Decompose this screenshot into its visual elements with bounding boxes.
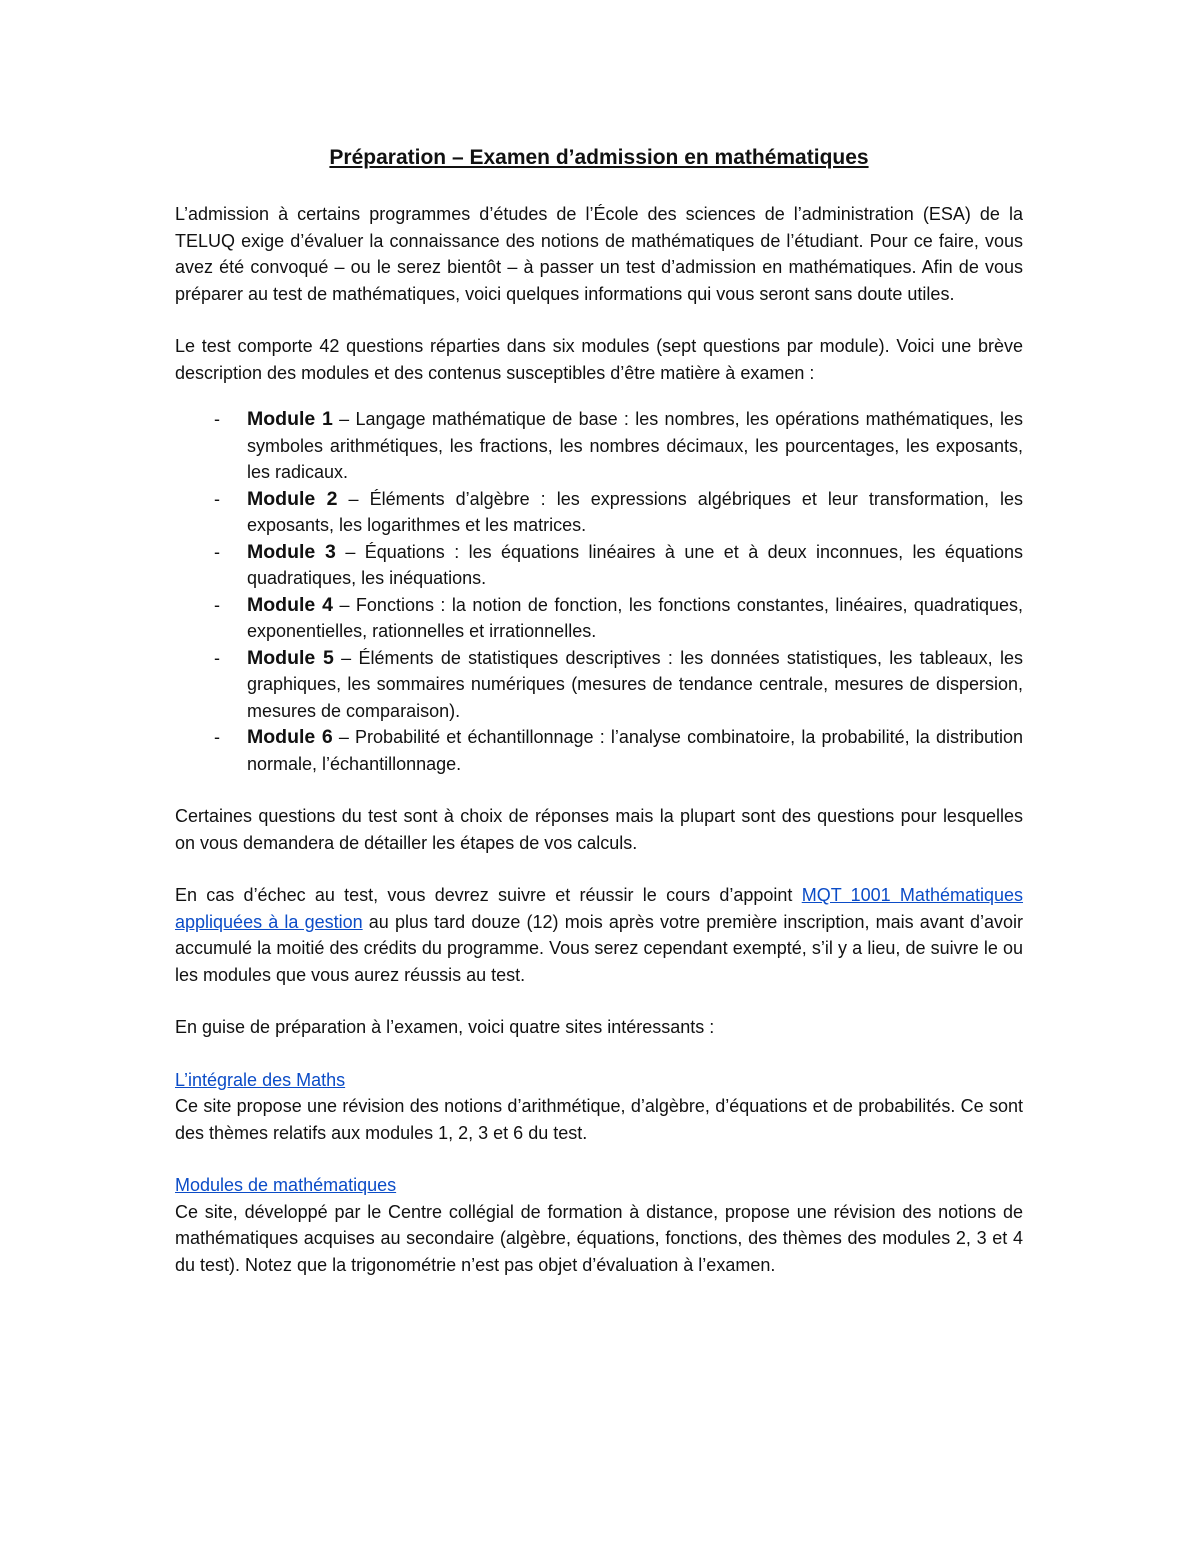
failure-text-before: En cas d’échec au test, vous devrez suivre et réussir le cours d’appoint (175, 885, 802, 905)
list-dash: - (214, 541, 220, 562)
intro-paragraph: L’admission à certains programmes d’études de l’École des sciences de l’administration (ESA) de la TELUQ exige d’évaluer la connaissance des notions de mathématiques de l’étudiant. Pour ce faire, vous avez été convoqué – ou le serez bientôt – à passer un test d’admission en mathématiques. Afin de vous préparer au test de mathématiques, voici quelques informations qui vous seront sans doute utiles. (175, 204, 1023, 304)
module-description: – Fonctions : la notion de fonction, les fonctions constantes, linéaires, quadratiques, exponentielles, rationnelles et irrationnelles. (247, 594, 1023, 641)
site-entry (175, 1172, 1023, 1278)
list-item (214, 406, 1023, 486)
module-name: Module 3 (247, 540, 336, 563)
list-item (214, 592, 1023, 645)
module-name: Module 1 (247, 408, 333, 430)
module-name: Module 5 (247, 646, 334, 669)
module-name: Module 4 (247, 593, 333, 616)
modules-de-mathematiques-link[interactable]: Modules de mathématiques (175, 1175, 397, 1195)
page-title: Préparation – Examen d’admission en mathématiques (329, 146, 869, 169)
list-dash: - (214, 594, 220, 615)
list-dash: - (214, 488, 220, 509)
list-item (214, 645, 1023, 725)
modules-list (175, 406, 1023, 777)
questions-note-paragraph: Certaines questions du test sont à choix de réponses mais la plupart sont des questions pour lesquelles on vous demandera de détailler les étapes de vos calculs. (175, 806, 1023, 853)
module-name: Module 6 (247, 726, 333, 748)
site-description: Ce site, développé par le Centre collégial de formation à distance, propose une révision des notions de mathématiques acquises au secondaire (algèbre, équations, fonctions, des thèmes des modules 2, 3 et 4 du test). Notez que la trigonométrie n’est pas objet d’évaluation à l’examen. (175, 1201, 1023, 1275)
integrale-des-maths-link[interactable]: L’intégrale des Maths (175, 1069, 346, 1090)
list-item (214, 486, 1023, 539)
list-item (214, 724, 1023, 777)
document-page (175, 143, 1023, 1304)
test-description-paragraph: Le test comporte 42 questions réparties dans six modules (sept questions par module). Voici une brève description des modules et des contenus susceptibles d’être matière à examen : (175, 336, 1023, 383)
sites-intro-paragraph: En guise de préparation à l’examen, voici quatre sites intéressants : (175, 1017, 715, 1037)
module-description: – Éléments de statistiques descriptives : les données statistiques, les tableaux, les graphiques, les sommaires numériques (mesures de tendance centrale, mesures de dispersion, mesures de comparaison). (247, 647, 1023, 721)
module-description: – Langage mathématique de base : les nombres, les opérations mathématiques, les symboles arithmétiques, les fractions, les nombres décimaux, les pourcentages, les exposants, les radicaux. (247, 409, 1023, 482)
mqt-1001-course-link[interactable]: MQT 1001 Mathématiques appliquées à la gestion (175, 885, 1024, 932)
module-description: – Équations : les équations linéaires à une et à deux inconnues, les équations quadratiques, les inéquations. (247, 541, 1023, 588)
site-entry (175, 1067, 1023, 1147)
list-dash: - (214, 409, 220, 429)
failure-text-after: au plus tard douze (12) mois après votre première inscription, mais avant d’avoir accumulé la moitié des crédits du programme. Vous serez cependant exempté, s’il y a lieu, de suivre le ou les modules que vous aurez réussis au test. (175, 911, 1023, 985)
list-item (214, 539, 1023, 592)
list-dash: - (214, 647, 220, 668)
module-description: – Éléments d’algèbre : les expressions algébriques et leur transformation, les exposants, les logarithmes et les matrices. (247, 488, 1023, 535)
list-dash: - (214, 727, 220, 747)
module-description: – Probabilité et échantillonnage : l’analyse combinatoire, la probabilité, la distribution normale, l’échantillonnage. (247, 727, 1023, 774)
site-description: Ce site propose une révision des notions d’arithmétique, d’algèbre, d’équations et de probabilités. Ce sont des thèmes relatifs aux modules 1, 2, 3 et 6 du test. (175, 1096, 1023, 1143)
module-name: Module 2 (247, 487, 338, 510)
failure-paragraph (175, 882, 1023, 988)
